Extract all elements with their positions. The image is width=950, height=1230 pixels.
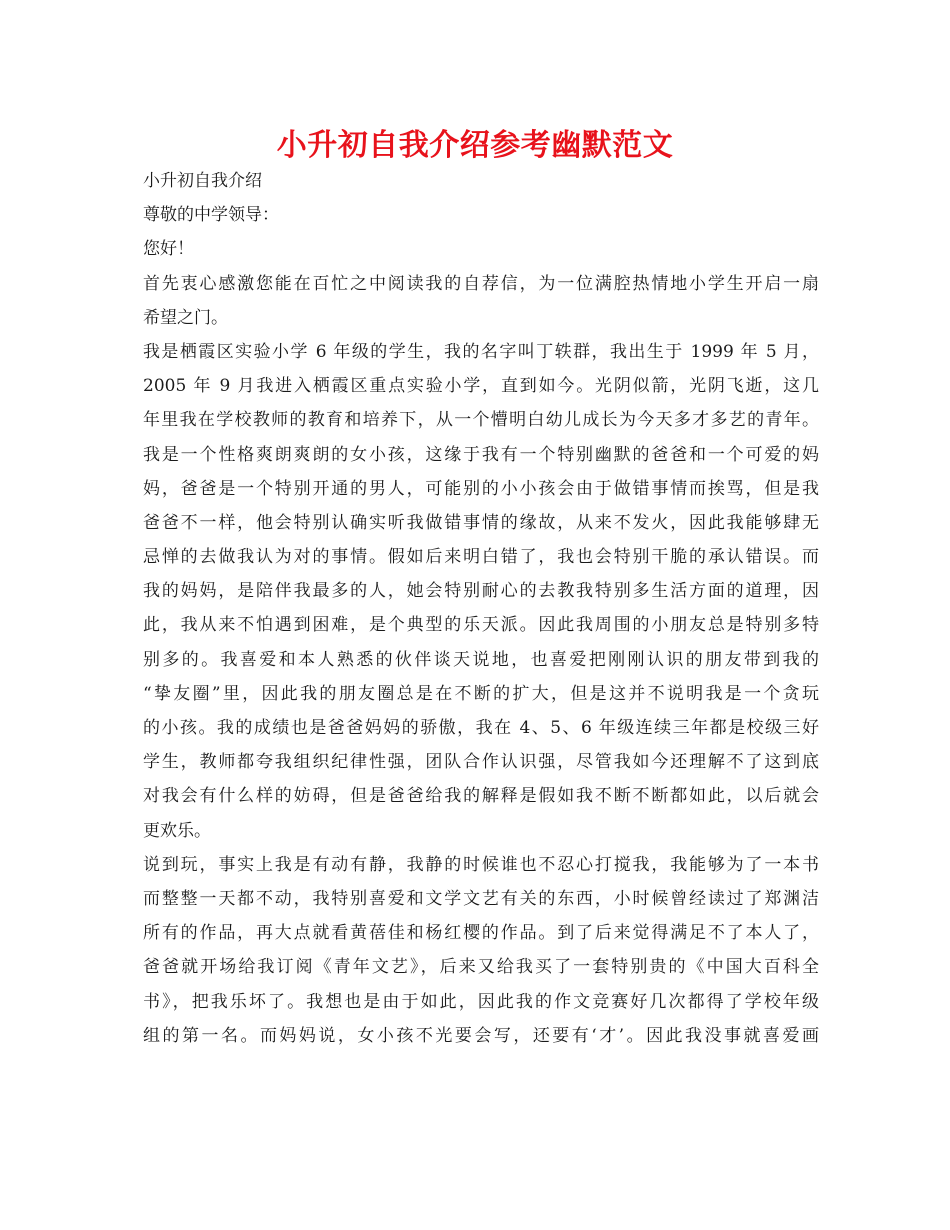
paragraph-line: 说到玩，事实上我是有动有静，我静的时候谁也不忍心打搅我，我能够为了一本书 — [143, 854, 819, 875]
paragraph-line: 别多的。我喜爱和本人熟悉的伙伴谈天说地，也喜爱把刚刚认识的朋友带到我的 — [143, 649, 819, 670]
paragraph-line: 希望之门。 — [143, 307, 228, 328]
paragraph-line: 您好！ — [143, 239, 194, 260]
paragraph-line: 年里我在学校教师的教育和培养下，从一个懵明白幼儿成长为今天多才多艺的青年。 — [143, 410, 819, 431]
paragraph-line: 爸爸就开场给我订阅《青年文艺》，后来又给我买了一套特别贵的《中国大百科全 — [143, 957, 819, 978]
paragraph-line: 妈，爸爸是一个特别开通的男人，可能别的小小孩会由于做错事情而挨骂，但是我 — [143, 478, 819, 499]
paragraph-line: 组的第一名。而妈妈说，女小孩不光要会写，还要有‘才’。因此我没事就喜爱画 — [143, 1025, 819, 1046]
paragraph-line: 首先衷心感激您能在百忙之中阅读我的自荐信，为一位满腔热情地小学生开启一扇 — [143, 273, 819, 294]
paragraph-line: 书》，把我乐坏了。我想也是由于如此，因此我的作文竞赛好几次都得了学校年级 — [143, 991, 819, 1012]
paragraph-line: 爸爸不一样，他会特别认确实听我做错事情的缘故，从来不发火，因此我能够肆无 — [143, 512, 819, 533]
paragraph-line: “挚友圈”里，因此我的朋友圈总是在不断的扩大，但是这并不说明我是一个贪玩 — [143, 683, 819, 704]
paragraph-line: 学生，教师都夸我组织纪律性强，团队合作认识强，尽管我如今还理解不了这到底 — [143, 752, 819, 773]
paragraph-line: 小升初自我介绍 — [143, 171, 262, 191]
paragraph-line: 而整整一天都不动，我特别喜爱和文学文艺有关的东西，小时候曾经读过了郑渊洁 — [143, 888, 819, 909]
paragraph-line: 我是栖霞区实验小学 6 年级的学生，我的名字叫丁轶群，我出生于 1999 年 5 月， — [143, 341, 819, 362]
paragraph-line: 的小孩。我的成绩也是爸爸妈妈的骄傲，我在 4、5、6 年级连续三年都是校级三好 — [143, 718, 819, 738]
paragraph-line: 我的妈妈，是陪伴我最多的人，她会特别耐心的去教我特别多生活方面的道理，因 — [143, 581, 819, 602]
paragraph-line: 2005 年 9 月我进入栖霞区重点实验小学，直到如今。光阴似箭，光阴飞逝，这几 — [143, 376, 819, 397]
paragraph-line: 此，我从来不怕遇到困难，是个典型的乐天派。因此我周围的小朋友总是特别多特 — [143, 615, 819, 636]
paragraph-line: 对我会有什么样的妨碍，但是爸爸给我的解释是假如我不断不断都如此，以后就会 — [143, 786, 819, 807]
paragraph-line: 我是一个性格爽朗爽朗的女小孩，这缘于我有一个特别幽默的爸爸和一个可爱的妈 — [143, 444, 819, 465]
document-title: 小升初自我介绍参考幽默范文 — [276, 128, 674, 163]
document-body — [143, 164, 819, 1053]
paragraph-line: 所有的作品，再大点就看黄蓓佳和杨红樱的作品。到了后来觉得满足不了本人了， — [143, 923, 819, 944]
paragraph-line: 忌惮的去做我认为对的事情。假如后来明白错了，我也会特别干脆的承认错误。而 — [143, 547, 819, 568]
paragraph-line: 更欢乐。 — [143, 820, 211, 841]
paragraph-line: 尊敬的中学领导： — [143, 205, 279, 226]
